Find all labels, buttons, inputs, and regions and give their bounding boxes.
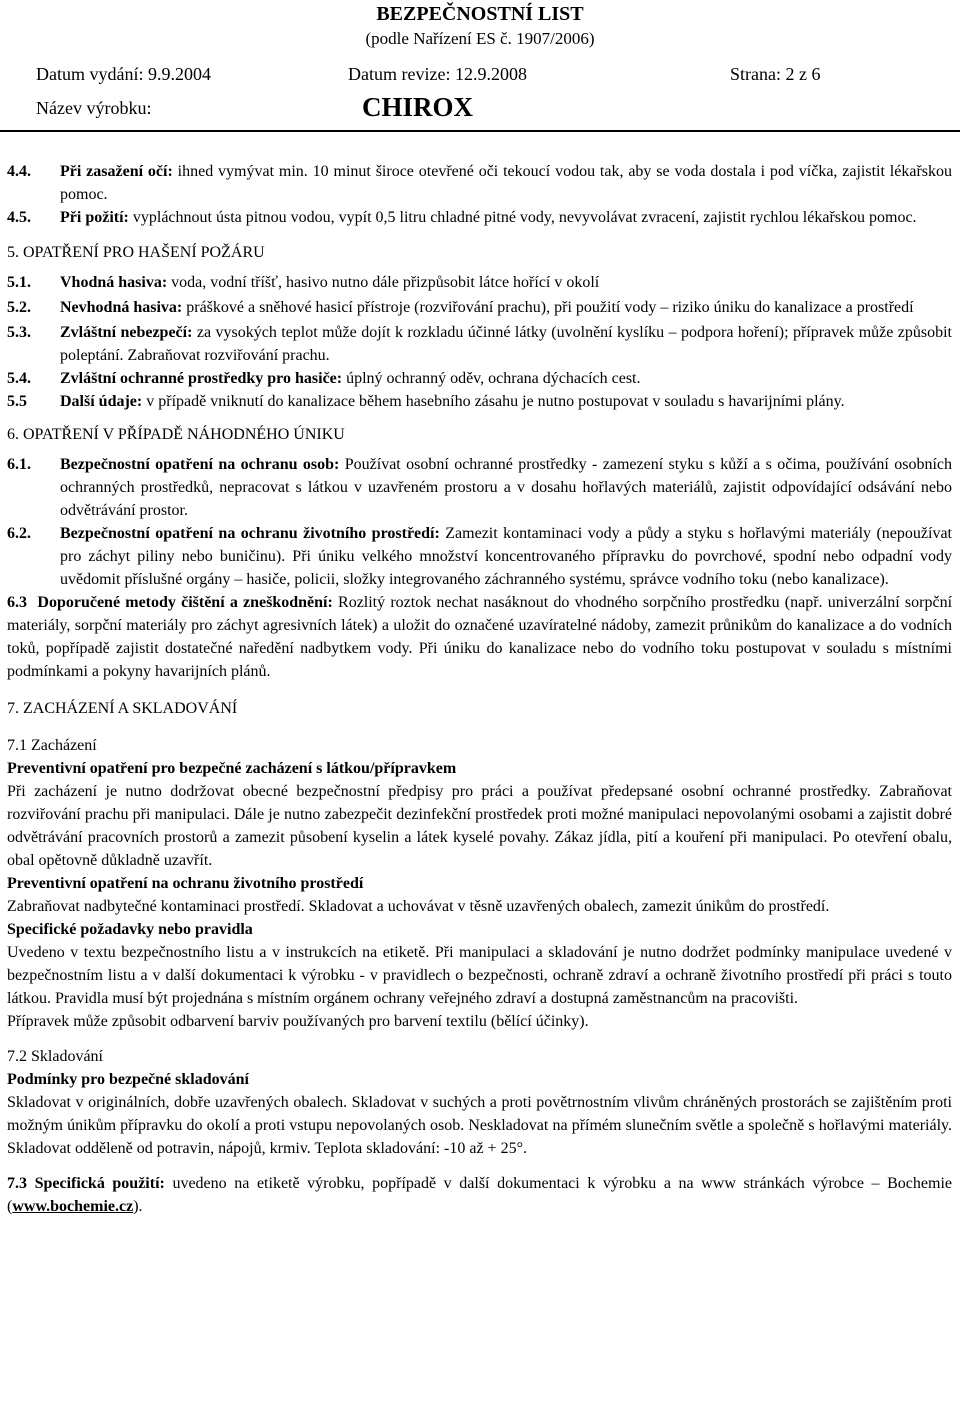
revision-date: Datum revize: 12.9.2008 <box>348 64 527 84</box>
storage-conditions-text: Skladovat v originálních, dobře uzavřených obalech. Skladovat v suchých a proti povětrnostním vlivům chráněných prostorách se zajištěním proti možným únikům přípravku do okolí a proti vstupu nepovolaných osob. Neskladovat na přímém slunečním světle a společně s hořlavými materiály. Skladovat odděleně od potravin, nápojů, krmiv. Teplota skladování: -10 až + 25°. <box>7 1094 952 1157</box>
item-6-1 <box>7 453 952 522</box>
document-body <box>7 160 952 1218</box>
item-label: Bezpečnostní opatření na ochranu životního prostředí: <box>60 525 440 542</box>
item-label: Bezpečnostní opatření na ochranu osob: <box>60 456 340 473</box>
item-text: práškové a sněhové hasicí přístroje (rozviřování prachu), při použití vody – riziko úniku do kanalizace a prostředí <box>182 299 914 316</box>
handling-precautions-heading: Preventivní opatření pro bezpečné zacházení s látkou/přípravkem <box>7 760 457 777</box>
item-number: 5.3. <box>7 324 31 341</box>
item-label: Při zasažení očí: <box>60 163 173 180</box>
item-number: 4.4. <box>7 163 31 180</box>
item-6-3 <box>7 591 952 683</box>
specific-uses-end: ). <box>133 1198 143 1215</box>
item-text: za vysokých teplot může dojít k rozkladu účinné látky (uvolnění kyslíku – podpora hoření); přípravek může způsobit poleptání. Zabraňovat rozviřování prachu. <box>60 324 952 364</box>
section-7-heading: 7. ZACHÁZENÍ A SKLADOVÁNÍ <box>7 700 238 717</box>
item-label: Vhodná hasiva: <box>60 274 168 291</box>
item-number: 5.2. <box>7 299 31 316</box>
item-number: 4.5. <box>7 209 31 226</box>
item-text: vypláchnout ústa pitnou vodou, vypít 0,5 litru chladné pitné vody, nevyvolávat zvracení, zajistit rychlou lékařskou pomoc. <box>128 209 917 226</box>
item-5-4 <box>7 367 952 390</box>
item-number: 6.3 <box>7 594 27 611</box>
item-text: Používat osobní ochranné prostředky - zamezení styku s kůží a s očima, používání osobních ochranných prostředků, nepracovat s látkou v uzavřeném prostoru a v dosahu hořlavých materiálů, zajistit odpovídající odsávání nebo odvětrávání prostor. <box>60 456 953 519</box>
item-label: Další údaje: <box>60 393 143 410</box>
item-label: Zvláštní nebezpečí: <box>60 324 193 341</box>
document-subtitle: (podle Nařízení ES č. 1907/2006) <box>365 29 595 48</box>
environment-precautions-heading: Preventivní opatření na ochranu životního prostředí <box>7 875 364 892</box>
item-5-5 <box>7 390 952 413</box>
storage-conditions-heading: Podmínky pro bezpečné skladování <box>7 1071 249 1088</box>
item-6-2 <box>7 522 952 591</box>
specific-requirements-text: Uvedeno v textu bezpečnostního listu a v instrukcích na etiketě. Při manipulaci a skladování je nutno dodržet podmínky manipulace uvedené v bezpečnostním listu a v další dokumentaci k výrobku - v pravidlech o bezpečnosti, ochraně zdraví a ochraně životního prostředí při práci s touto látkou. Pravidla musí být projednána s místním orgánem ochrany veřejného zdraví a dostupná zaměstnancům na pracovišti. <box>7 944 952 1007</box>
item-number: 5.5 <box>7 393 27 410</box>
specific-uses-label: 7.3 Specifická použití: <box>7 1175 165 1192</box>
item-number: 5.4. <box>7 370 31 387</box>
document-header <box>0 0 960 132</box>
subsection-7-2-heading: 7.2 Skladování <box>7 1048 103 1065</box>
item-5-2 <box>7 296 952 319</box>
section-5-heading: 5. OPATŘENÍ PRO HAŠENÍ POŽÁRU <box>7 244 265 261</box>
product-name: CHIROX <box>362 92 474 122</box>
header-divider <box>0 130 960 132</box>
product-label: Název výrobku: <box>36 98 152 118</box>
item-text: voda, vodní tříšť, hasivo nutno dále přizpůsobit látce hořící v okolí <box>167 274 600 291</box>
bochemie-link[interactable]: www.bochemie.cz <box>12 1198 134 1215</box>
specific-uses-text: uvedeno na etiketě výrobku, popřípadě v další dokumentaci k výrobku a na www stránkách výrobce – Bochemie ( <box>7 1175 952 1215</box>
item-text: úplný ochranný oděv, ochrana dýchacích cest. <box>342 370 641 387</box>
item-number: 6.1. <box>7 456 31 473</box>
specific-requirements-heading: Specifické požadavky nebo pravidla <box>7 921 253 938</box>
document-title: BEZPEČNOSTNÍ LIST <box>376 3 584 25</box>
item-text: v případě vniknutí do kanalizace během hasebního zásahu je nutno postupovat v souladu s havarijními plány. <box>142 393 845 410</box>
subsection-7-1-heading: 7.1 Zacházení <box>7 737 97 754</box>
item-text: Rozlitý roztok nechat nasáknout do vhodného sorpčního prostředku (např. univerzální sorpční materiály, sorpční materiály pro záchyt agresivních látek) a uložit do označené uzavíratelné nádoby, zamezit průnikům do kanalizace a do vodních toků, popřípadě zajistit dostatečné naředění nadbytkem vody. Při úniku do kanalizace nebo do vodního toku postupovat v souladu s místními podmínkami a pokyny havarijních plánů. <box>7 594 953 680</box>
item-5-1 <box>7 271 952 294</box>
page-number: Strana: 2 z 6 <box>730 64 821 84</box>
section-6-heading: 6. OPATŘENÍ V PŘÍPADĚ NÁHODNÉHO ÚNIKU <box>7 426 345 443</box>
environment-precautions-text: Zabraňovat nadbytečné kontaminaci prostředí. Skladovat a uchovávat v těsně uzavřených obalech, zamezit únikům do prostředí. <box>7 898 830 915</box>
item-label: Při požití: <box>60 209 129 226</box>
issue-date: Datum vydání: 9.9.2004 <box>36 64 211 84</box>
item-number: 5.1. <box>7 274 31 291</box>
item-4-5 <box>7 206 952 229</box>
item-label: Zvláštní ochranné prostředky pro hasiče: <box>60 370 343 387</box>
specific-uses <box>7 1172 952 1218</box>
item-label: Nevhodná hasiva: <box>60 299 183 316</box>
item-5-3 <box>7 321 952 367</box>
item-4-4 <box>7 160 952 206</box>
bleaching-note: Přípravek může způsobit odbarvení barviv používaných pro barvení textilu (bělící účinky). <box>7 1013 589 1030</box>
handling-precautions-text: Při zacházení je nutno dodržovat obecné bezpečnostní předpisy pro práci a používat předepsané osobní ochranné prostředky. Zabraňovat rozviřování prachu při manipulaci. Dále je nutno zabezpečit dezinfekční prostředek proti možné manipulaci nepovolanými osobami a zajistit dobré odvětrávání pracovních prostorů a zamezit působení kyselin a látek kyselé povahy. Zákaz jídla, pití a kouření při manipulaci. Po otevření obalu, obal opětovně důkladně uzavřít. <box>7 783 952 869</box>
item-number: 6.2. <box>7 525 31 542</box>
item-text: Zamezit kontaminaci vody a půdy a styku s hořlavými materiály (nepoužívat pro záchyt piliny nebo buničinu). Při úniku velkého množství koncentrovaného přípravku do povrchové, spodní nebo odpadní vody uvědomit příslušné orgány – hasiče, policii, složky integrovaného záchranného systému, správce vodního toku (nebo kanalizace). <box>60 525 952 588</box>
item-text: ihned vymývat min. 10 minut široce otevřené oči tekoucí vodou tak, aby se voda dostala i pod víčka, zajistit lékařskou pomoc. <box>60 163 952 203</box>
item-label: Doporučené metody čištění a zneškodnění: <box>37 594 333 611</box>
